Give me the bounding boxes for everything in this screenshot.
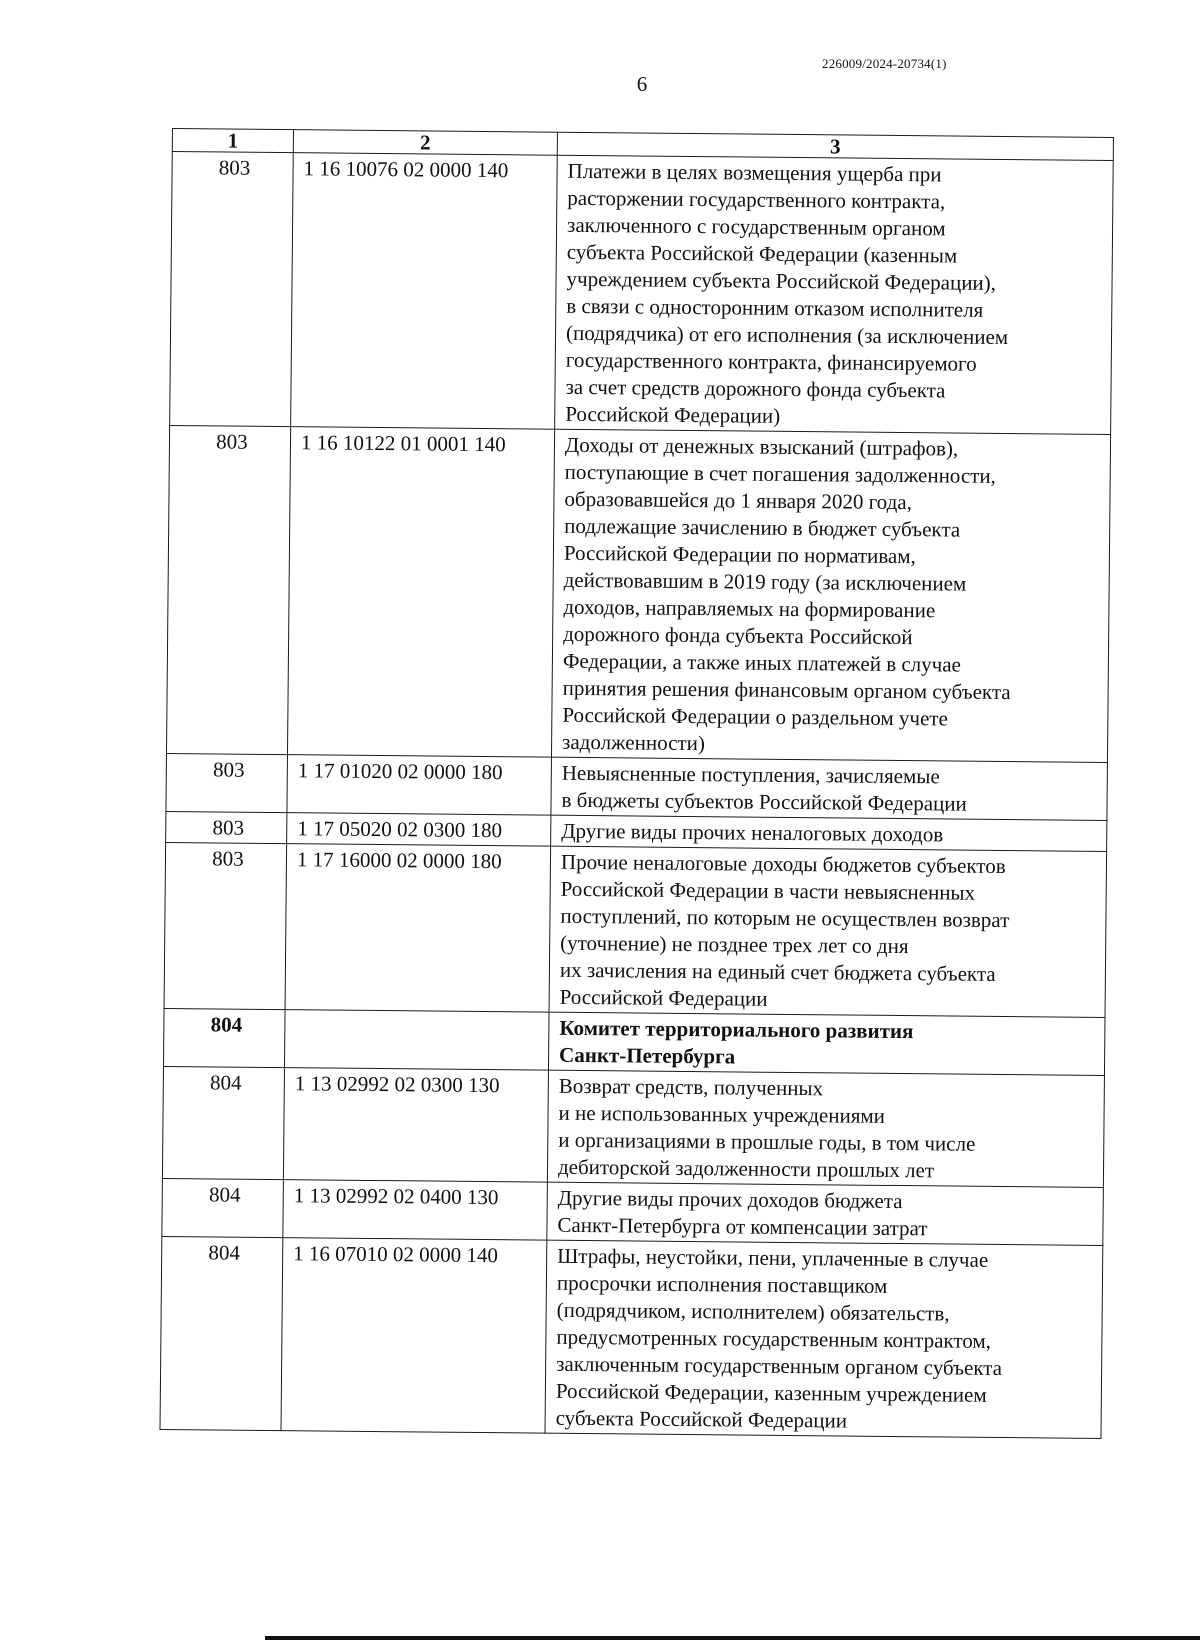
description-line: Санкт-Петербурга от компенсации затрат (557, 1212, 928, 1241)
page-bottom-edge (265, 1636, 1200, 1640)
admin-code-cell: 804 (162, 1178, 284, 1237)
description-line: Другие виды прочих неналоговых доходов (561, 818, 944, 847)
page-number: 6 (636, 72, 648, 96)
description-line: действовавшим в 2019 году (за исключением (563, 567, 967, 596)
description-line: субъекта Российской Федерации (казенным (566, 239, 958, 268)
description-line: Комитет территориального развития (559, 1015, 914, 1044)
description-line: учреждением субъекта Российской Федерации), (566, 266, 997, 295)
table-row (164, 842, 1107, 1017)
table-body (160, 152, 1113, 1439)
table-row (170, 152, 1114, 435)
description-line: Возврат средств, полученных (558, 1073, 824, 1101)
revenue-description-cell (545, 1240, 1103, 1438)
description-line: поступлений, по которым не осуществлен возврат (560, 903, 1010, 933)
revenue-description-cell (547, 1182, 1104, 1245)
description-line: (подрядчика) от его исполнения (за исключением (565, 320, 1009, 350)
description-line: просрочки исполнения поставщиком (556, 1270, 888, 1298)
description-line: подлежащие зачислению в бюджет субъекта (564, 513, 961, 542)
description-line: Доходы от денежных взысканий (штрафов), (564, 432, 959, 461)
description-line: за счет средств дорожного фонда субъекта (565, 374, 946, 403)
description-line: Прочие неналоговые доходы бюджетов субъектов (560, 849, 1006, 879)
column-header-2: 2 (293, 130, 557, 156)
budget-classification-code-cell: 1 17 16000 02 0000 180 (285, 844, 551, 1013)
budget-classification-code-cell: 1 17 01020 02 0000 180 (287, 755, 552, 816)
column-header-3: 3 (557, 132, 1113, 160)
column-header-1: 1 (172, 129, 293, 153)
description-line: государственного контракта, финансируемого (565, 347, 977, 376)
description-line: Невыясненные поступления, зачисляемые (561, 760, 940, 789)
table-row (162, 1066, 1104, 1187)
description-line: субъекта Российской Федерации (555, 1405, 848, 1433)
description-line: образовавшейся до 1 января 2020 года, (564, 486, 913, 515)
description-line: доходов, направляемых на формирование (563, 594, 936, 623)
description-line: (подрядчиком, исполнителем) обязательств, (556, 1297, 950, 1326)
description-line: Другие виды прочих доходов бюджета (557, 1185, 903, 1214)
description-line: Федерации, а также иных платежей в случае (562, 648, 962, 677)
admin-code-cell: 803 (166, 425, 290, 754)
description-line: Российской Федерации в части невыясненных (560, 876, 976, 905)
admin-code-cell: 804 (160, 1236, 283, 1430)
description-line: и организациями в прошлые годы, в том числе (558, 1127, 976, 1156)
description-line: их зачисления на единый счет бюджета субъекта (559, 957, 996, 986)
description-line: Российской Федерации (559, 984, 768, 1011)
budget-codes-table (160, 128, 1114, 1439)
description-line: дорожного фонда субъекта Российской (563, 621, 913, 650)
description-line: (уточнение) не позднее трех лет со дня (560, 930, 909, 959)
revenue-description-cell (548, 1012, 1105, 1075)
description-line: поступающие в счет погашения задолженности, (564, 459, 997, 488)
budget-classification-code-cell: 1 13 02992 02 0400 130 (283, 1180, 548, 1241)
document-registration-number: 226009/2024-20734(1) (822, 56, 947, 71)
description-line: в бюджеты субъектов Российской Федерации (561, 787, 967, 816)
description-line: Российской Федерации о раздельном учете (562, 702, 948, 731)
budget-classification-code-cell: 1 13 02992 02 0300 130 (283, 1068, 548, 1183)
description-line: принятия решения финансовым органом субъекта (562, 675, 1011, 705)
table-row (166, 425, 1110, 762)
admin-code-cell: 803 (166, 753, 288, 812)
description-line: Российской Федерации, казенным учреждением (555, 1378, 987, 1407)
description-line: заключенного с государственным органом (566, 212, 946, 241)
admin-code-cell: 804 (163, 1008, 285, 1067)
description-line: дебиторской задолженности прошлых лет (557, 1154, 935, 1183)
description-line: Санкт-Петербурга (559, 1042, 736, 1069)
description-line: заключенным государственным органом субъекта (556, 1351, 1003, 1381)
description-line: и не использованных учреждениями (558, 1100, 886, 1128)
description-line: Российской Федерации по нормативам, (563, 540, 916, 569)
revenue-description-cell (547, 1070, 1104, 1187)
table-row (160, 1236, 1103, 1438)
description-line: в связи с односторонним отказом исполнителя (566, 293, 984, 322)
description-line: предусмотренных государственным контрактом, (556, 1324, 992, 1353)
revenue-description-cell (555, 155, 1114, 434)
table-row (166, 753, 1108, 820)
description-line: Российской Федерации) (565, 401, 781, 428)
table-section-heading-row (163, 1008, 1105, 1075)
revenue-description-cell (551, 429, 1110, 762)
budget-classification-code-cell (284, 1010, 549, 1071)
budget-classification-code-cell: 1 16 10122 01 0001 140 (287, 427, 554, 758)
admin-code-cell: 803 (166, 811, 287, 843)
revenue-description-cell (551, 757, 1108, 820)
description-line: Штрафы, неустойки, пени, уплаченные в случае (557, 1243, 989, 1272)
admin-code-cell: 804 (162, 1066, 284, 1179)
description-line: Платежи в целях возмещения ущерба при (567, 158, 942, 187)
admin-code-cell: 803 (170, 152, 294, 427)
revenue-description-cell (549, 846, 1107, 1017)
description-line: задолженности) (562, 729, 706, 756)
budget-classification-code-cell: 1 17 05020 02 0300 180 (287, 813, 551, 847)
budget-classification-code-cell: 1 16 07010 02 0000 140 (281, 1238, 547, 1434)
table-row (162, 1178, 1104, 1245)
admin-code-cell: 803 (164, 842, 287, 1009)
description-line: расторжении государственного контракта, (567, 185, 946, 214)
budget-classification-code-cell: 1 16 10076 02 0000 140 (291, 153, 558, 430)
